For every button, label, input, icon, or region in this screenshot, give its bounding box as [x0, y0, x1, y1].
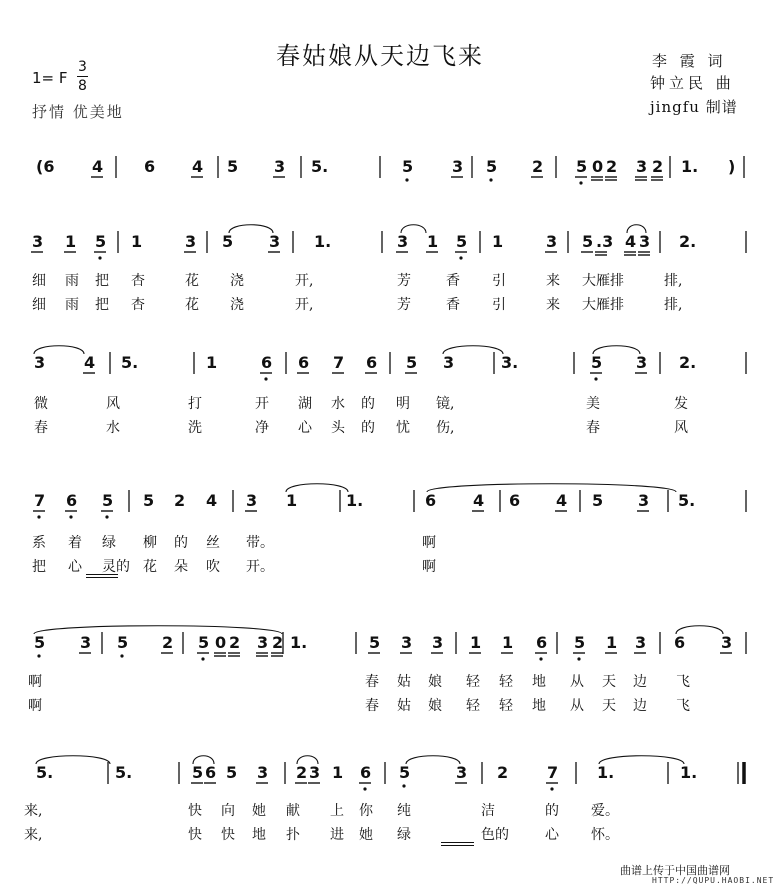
lyric-syllable: 开, — [295, 297, 314, 313]
lyric-syllable: 开 — [255, 396, 269, 412]
note: 3 — [32, 232, 44, 251]
note: 5 — [143, 491, 155, 510]
lyric-syllable: 引 — [492, 273, 506, 289]
note: 5 — [399, 763, 411, 782]
lyric-syllable: 边 — [633, 698, 647, 714]
lyric-syllable: 排, — [664, 297, 683, 313]
octave-dot — [37, 515, 40, 518]
octave-dot — [577, 657, 580, 660]
lyric-syllable: 来 — [546, 297, 560, 313]
note: 1 — [502, 633, 514, 652]
note: 5. — [678, 491, 696, 510]
lyric-syllable: 杏 — [131, 273, 145, 289]
lyric-melisma-underline — [86, 574, 118, 575]
lyric-syllable: 心 — [545, 827, 559, 843]
lyric-syllable: 细 — [32, 297, 46, 313]
note: 1 — [332, 763, 344, 782]
note: 1. — [346, 491, 364, 510]
time-signature-bottom: 8 — [78, 78, 87, 94]
note: (6 — [36, 157, 55, 176]
note: 3 — [246, 491, 258, 510]
lyric-syllable: 啊 — [422, 535, 436, 551]
note: 5 — [456, 232, 468, 251]
lyric-syllable: 微 — [34, 396, 48, 412]
lyric-syllable: 忧 — [396, 420, 410, 436]
note: 4 — [192, 157, 204, 176]
note: .3 — [596, 232, 614, 251]
lyric-syllable: 湖 — [298, 396, 312, 412]
lyric-syllable: 姑 — [397, 674, 411, 690]
note: 5. — [115, 763, 133, 782]
lyric-syllable: 来, — [24, 827, 43, 843]
lyric-syllable: 花 — [143, 559, 157, 575]
lyric-syllable: 春 — [586, 420, 600, 436]
lyric-syllable: 风 — [674, 420, 688, 436]
lyric-syllable: 着 — [68, 535, 82, 551]
note: 1 — [427, 232, 439, 251]
lyric-syllable: 引 — [492, 297, 506, 313]
note: 5 — [582, 232, 594, 251]
lyric-syllable: 进 — [330, 827, 344, 843]
note: 3 — [397, 232, 409, 251]
lyric-syllable: 明 — [396, 396, 410, 412]
note: 2 — [229, 633, 241, 652]
octave-dot — [37, 654, 40, 657]
octave-dot — [120, 654, 123, 657]
lyric-syllable: 的 — [545, 803, 559, 819]
note: 3 — [635, 633, 647, 652]
lyric-syllable: 你 — [359, 803, 373, 819]
lyric-syllable: 发 — [674, 396, 688, 412]
octave-dot — [405, 178, 408, 181]
note: 6 — [261, 353, 273, 372]
octave-dot — [459, 256, 462, 259]
note: 5 — [95, 232, 107, 251]
lyric-syllable: 从 — [570, 674, 584, 690]
note: 6 — [536, 633, 548, 652]
note: 3 — [257, 763, 269, 782]
octave-dot — [539, 657, 542, 660]
note: 6 — [298, 353, 310, 372]
note: 3 — [721, 633, 733, 652]
lyric-syllable: 香 — [446, 297, 460, 313]
lyric-syllable: 风 — [106, 396, 120, 412]
lyric-syllable: 花 — [185, 297, 199, 313]
note: 5 — [192, 763, 204, 782]
note: 1 — [206, 353, 218, 372]
note: 5 — [592, 491, 604, 510]
lyric-syllable: 打 — [188, 396, 202, 412]
composer-credit: 钟立民 曲 — [650, 74, 735, 92]
lyric-syllable: 快 — [188, 827, 202, 843]
lyric-melisma-underline — [441, 842, 474, 843]
note: 3 — [80, 633, 92, 652]
note: 2 — [497, 763, 509, 782]
note: 3 — [638, 491, 650, 510]
lyric-syllable: 娘 — [428, 674, 442, 690]
note: 2. — [679, 353, 697, 372]
note: 1. — [314, 232, 332, 251]
lyric-syllable: 的 — [361, 420, 375, 436]
octave-dot — [489, 178, 492, 181]
note: 3. — [501, 353, 519, 372]
lyric-syllable: 排, — [664, 273, 683, 289]
note: 5 — [102, 491, 114, 510]
note: 4 — [473, 491, 485, 510]
note: 3 — [636, 353, 648, 372]
note: 7 — [547, 763, 559, 782]
lyric-syllable: 的 — [174, 535, 188, 551]
note: 6 — [66, 491, 78, 510]
lyric-syllable: 镜, — [436, 396, 455, 412]
slur — [229, 225, 273, 233]
lyric-syllable: 细 — [32, 273, 46, 289]
note: 7 — [333, 353, 345, 372]
lyric-syllable: 纯 — [397, 803, 411, 819]
note: 4 — [206, 491, 218, 510]
lyric-syllable: 色的 — [481, 827, 509, 843]
lyric-syllable: 大雁排 — [582, 297, 624, 313]
note: 2 — [162, 633, 174, 652]
note: 0 — [215, 633, 227, 652]
note: 5. — [311, 157, 329, 176]
octave-dot — [201, 657, 204, 660]
lyricist-credit: 李 霞 词 — [652, 52, 727, 70]
note: 1 — [606, 633, 618, 652]
note: 5 — [198, 633, 210, 652]
lyric-syllable: 水 — [331, 396, 345, 412]
note: 6 — [360, 763, 372, 782]
note: 5 — [406, 353, 418, 372]
lyric-syllable: 头 — [331, 420, 345, 436]
lyric-melisma-underline — [86, 577, 118, 578]
note: 5. — [121, 353, 139, 372]
note: 0 — [592, 157, 604, 176]
octave-dot — [363, 787, 366, 790]
octave-dot — [402, 784, 405, 787]
lyric-syllable: 大雁排 — [582, 273, 624, 289]
note: 5 — [402, 157, 414, 176]
lyric-syllable: 轻 — [466, 674, 480, 690]
note: 5. — [36, 763, 54, 782]
lyric-syllable: 芳 — [397, 273, 411, 289]
lyric-syllable: 浇 — [230, 273, 244, 289]
lyric-syllable: 天 — [602, 698, 616, 714]
lyric-syllable: 轻 — [499, 674, 513, 690]
lyric-syllable: 地 — [252, 827, 266, 843]
note: 2 — [652, 157, 664, 176]
note: 2 — [272, 633, 284, 652]
note: 6 — [205, 763, 217, 782]
lyric-syllable: 美 — [586, 396, 600, 412]
lyric-syllable: 轻 — [466, 698, 480, 714]
lyric-syllable: 来, — [24, 803, 43, 819]
note: 4 — [84, 353, 96, 372]
lyric-syllable: 柳 — [143, 535, 157, 551]
lyric-syllable: 伤, — [436, 420, 455, 436]
song-title: 春姑娘从天边飞来 — [276, 42, 484, 70]
note: 5 — [486, 157, 498, 176]
note: 1. — [680, 763, 698, 782]
key-signature: 1= F — [32, 69, 68, 87]
lyric-syllable: 啊 — [28, 698, 42, 714]
note: 1 — [65, 232, 77, 251]
lyric-syllable: 向 — [221, 803, 235, 819]
lyric-syllable: 姑 — [397, 698, 411, 714]
note: 5 — [34, 633, 46, 652]
note: 2 — [532, 157, 544, 176]
note: 7 — [34, 491, 46, 510]
note: 3 — [185, 232, 197, 251]
note: 2. — [679, 232, 697, 251]
lyric-syllable: 扑 — [286, 827, 300, 843]
note: 3 — [274, 157, 286, 176]
note: 3 — [257, 633, 269, 652]
lyric-syllable: 系 — [32, 535, 46, 551]
lyric-syllable: 天 — [602, 674, 616, 690]
lyric-syllable: 芳 — [397, 297, 411, 313]
lyric-syllable: 娘 — [428, 698, 442, 714]
lyric-syllable: 把 — [95, 273, 109, 289]
lyric-syllable: 边 — [633, 674, 647, 690]
note: 3 — [309, 763, 321, 782]
note: 3 — [34, 353, 46, 372]
lyric-syllable: 春 — [34, 420, 48, 436]
note: 3 — [401, 633, 413, 652]
lyric-syllable: 灵的 — [102, 559, 130, 575]
note: 4 — [92, 157, 104, 176]
note: 3 — [452, 157, 464, 176]
note: 2 — [174, 491, 186, 510]
note: 6 — [366, 353, 378, 372]
note: 6 — [674, 633, 686, 652]
tempo-marking: 抒情 优美地 — [32, 103, 124, 121]
note: 3 — [456, 763, 468, 782]
note: 6 — [144, 157, 156, 176]
lyric-syllable: 从 — [570, 698, 584, 714]
note: 4 — [556, 491, 568, 510]
note: 1 — [286, 491, 298, 510]
note: 5 — [226, 763, 238, 782]
lyric-syllable: 地 — [532, 674, 546, 690]
lyric-syllable: 地 — [532, 698, 546, 714]
lyric-syllable: 飞 — [676, 698, 690, 714]
lyric-syllable: 爱。 — [591, 803, 619, 819]
note: 1 — [470, 633, 482, 652]
slur — [406, 756, 460, 764]
lyric-syllable: 朵 — [174, 559, 188, 575]
lyric-syllable: 快 — [221, 827, 235, 843]
lyric-syllable: 春 — [365, 674, 379, 690]
lyric-syllable: 绿 — [397, 827, 411, 843]
note: 1 — [492, 232, 504, 251]
octave-dot — [98, 256, 101, 259]
lyric-syllable: 杏 — [131, 297, 145, 313]
octave-dot — [579, 181, 582, 184]
lyric-syllable: 飞 — [676, 674, 690, 690]
lyric-syllable: 香 — [446, 273, 460, 289]
octave-dot — [550, 787, 553, 790]
lyric-syllable: 雨 — [65, 297, 79, 313]
lyric-syllable: 献 — [286, 803, 300, 819]
lyric-syllable: 啊 — [422, 559, 436, 575]
octave-dot — [69, 515, 72, 518]
note: 5 — [574, 633, 586, 652]
lyric-syllable: 水 — [106, 420, 120, 436]
lyric-syllable: 春 — [365, 698, 379, 714]
engraver-credit: jingfu 制谱 — [650, 98, 738, 116]
lyric-syllable: 怀。 — [591, 827, 619, 843]
site-url: HTTP://QUPU.HAOBI.NET — [652, 876, 775, 885]
note: 1. — [681, 157, 699, 176]
lyric-syllable: 轻 — [499, 698, 513, 714]
lyric-syllable: 心 — [68, 559, 82, 575]
note: 1 — [131, 232, 143, 251]
site-credit: 曲谱上传于中国曲谱网 — [620, 864, 730, 877]
note: 5 — [222, 232, 234, 251]
note: 3 — [639, 232, 651, 251]
note: 3 — [432, 633, 444, 652]
note: 3 — [636, 157, 648, 176]
lyric-melisma-underline — [441, 845, 474, 846]
lyric-syllable: 啊 — [28, 674, 42, 690]
note: 2 — [296, 763, 308, 782]
note: 5 — [576, 157, 588, 176]
lyric-syllable: 她 — [252, 803, 266, 819]
lyric-syllable: 洁 — [481, 803, 495, 819]
time-signature-top: 3 — [78, 59, 87, 75]
octave-dot — [594, 377, 597, 380]
lyric-syllable: 把 — [95, 297, 109, 313]
note: 1. — [597, 763, 615, 782]
lyric-syllable: 心 — [298, 420, 312, 436]
lyric-syllable: 吹 — [206, 559, 220, 575]
lyric-syllable: 她 — [359, 827, 373, 843]
note: 3 — [269, 232, 281, 251]
note: 5 — [227, 157, 239, 176]
lyric-syllable: 净 — [255, 420, 269, 436]
octave-dot — [264, 377, 267, 380]
lyric-syllable: 洗 — [188, 420, 202, 436]
lyric-syllable: 开。 — [246, 559, 274, 575]
slur — [34, 626, 282, 634]
lyric-syllable: 带。 — [246, 535, 274, 551]
lyric-syllable: 上 — [330, 803, 344, 819]
lyric-syllable: 雨 — [65, 273, 79, 289]
lyric-syllable: 丝 — [206, 535, 220, 551]
lyric-syllable: 快 — [188, 803, 202, 819]
lyric-syllable: 花 — [185, 273, 199, 289]
note: 5 — [369, 633, 381, 652]
note: 1. — [290, 633, 308, 652]
lyric-syllable: 的 — [361, 396, 375, 412]
note: 6 — [425, 491, 437, 510]
octave-dot — [105, 515, 108, 518]
lyric-syllable: 绿 — [102, 535, 116, 551]
lyric-syllable: 把 — [32, 559, 46, 575]
lyric-syllable: 开, — [295, 273, 314, 289]
lyric-syllable: 来 — [546, 273, 560, 289]
note: 5 — [117, 633, 129, 652]
note: 3 — [443, 353, 455, 372]
lyric-syllable: 浇 — [230, 297, 244, 313]
note: 5 — [591, 353, 603, 372]
note: 2 — [606, 157, 618, 176]
note: 3 — [546, 232, 558, 251]
note: 4 — [625, 232, 637, 251]
note: ) — [728, 157, 736, 176]
note: 6 — [509, 491, 521, 510]
